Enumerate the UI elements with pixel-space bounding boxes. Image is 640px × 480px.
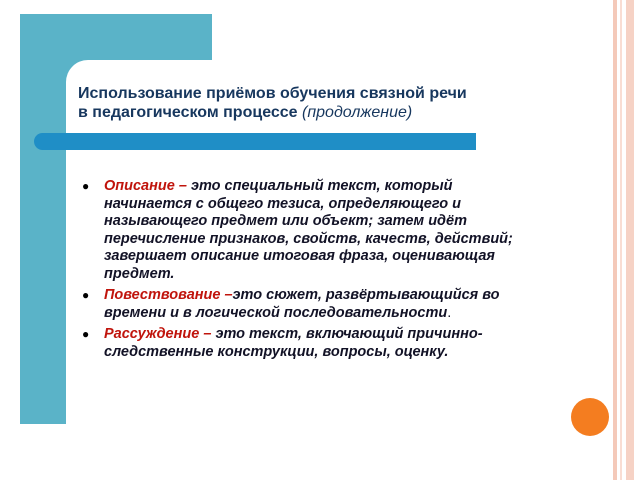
bullet-dash: – (174, 178, 191, 194)
bullet-item (82, 178, 542, 283)
bullet-dot-icon: ● (82, 179, 90, 193)
title-line-2-text: в педагогическом процессе (78, 104, 303, 121)
orange-circle-decor (571, 398, 609, 436)
bullet-term: Описание (104, 178, 175, 194)
bullet-dot-icon: ● (82, 327, 90, 341)
bullet-dash: – (199, 326, 216, 342)
bullet-text (104, 287, 542, 322)
decor-stripe (613, 0, 617, 480)
title-line-2 (78, 103, 467, 122)
bullet-term: Повествование (104, 287, 221, 303)
title-suffix: (продолжение) (302, 104, 413, 121)
bullet-body: это сюжет, развёртывающийся во времени и в логической последовательности (104, 287, 500, 321)
title-divider-bar (34, 133, 476, 150)
bullet-item (82, 326, 542, 361)
bullet-text (104, 326, 542, 361)
slide-title (78, 84, 467, 122)
decor-stripe (620, 0, 622, 480)
bullet-body: это текст, включающий причинно-следственные конструкции, вопросы, оценку. (104, 326, 483, 360)
bullet-term: Рассуждение (104, 326, 200, 342)
bullet-dot-icon: ● (82, 288, 90, 302)
decor-stripe (626, 0, 634, 480)
bullet-dash: – (220, 287, 233, 303)
bullet-item (82, 287, 542, 322)
title-line-1: Использование приёмов обучения связной речи (78, 85, 467, 102)
bullet-body: это специальный текст, который начинается с общего тезиса, определяющего и называющего предмет или объект; затем идёт перечисление признаков, свойств, качеств, действий; завершает описание итоговая фраза, оценивающая предмет. (104, 178, 513, 282)
bullet-tail: . (447, 304, 452, 321)
bullet-text (104, 178, 542, 283)
bullet-list (82, 178, 542, 365)
